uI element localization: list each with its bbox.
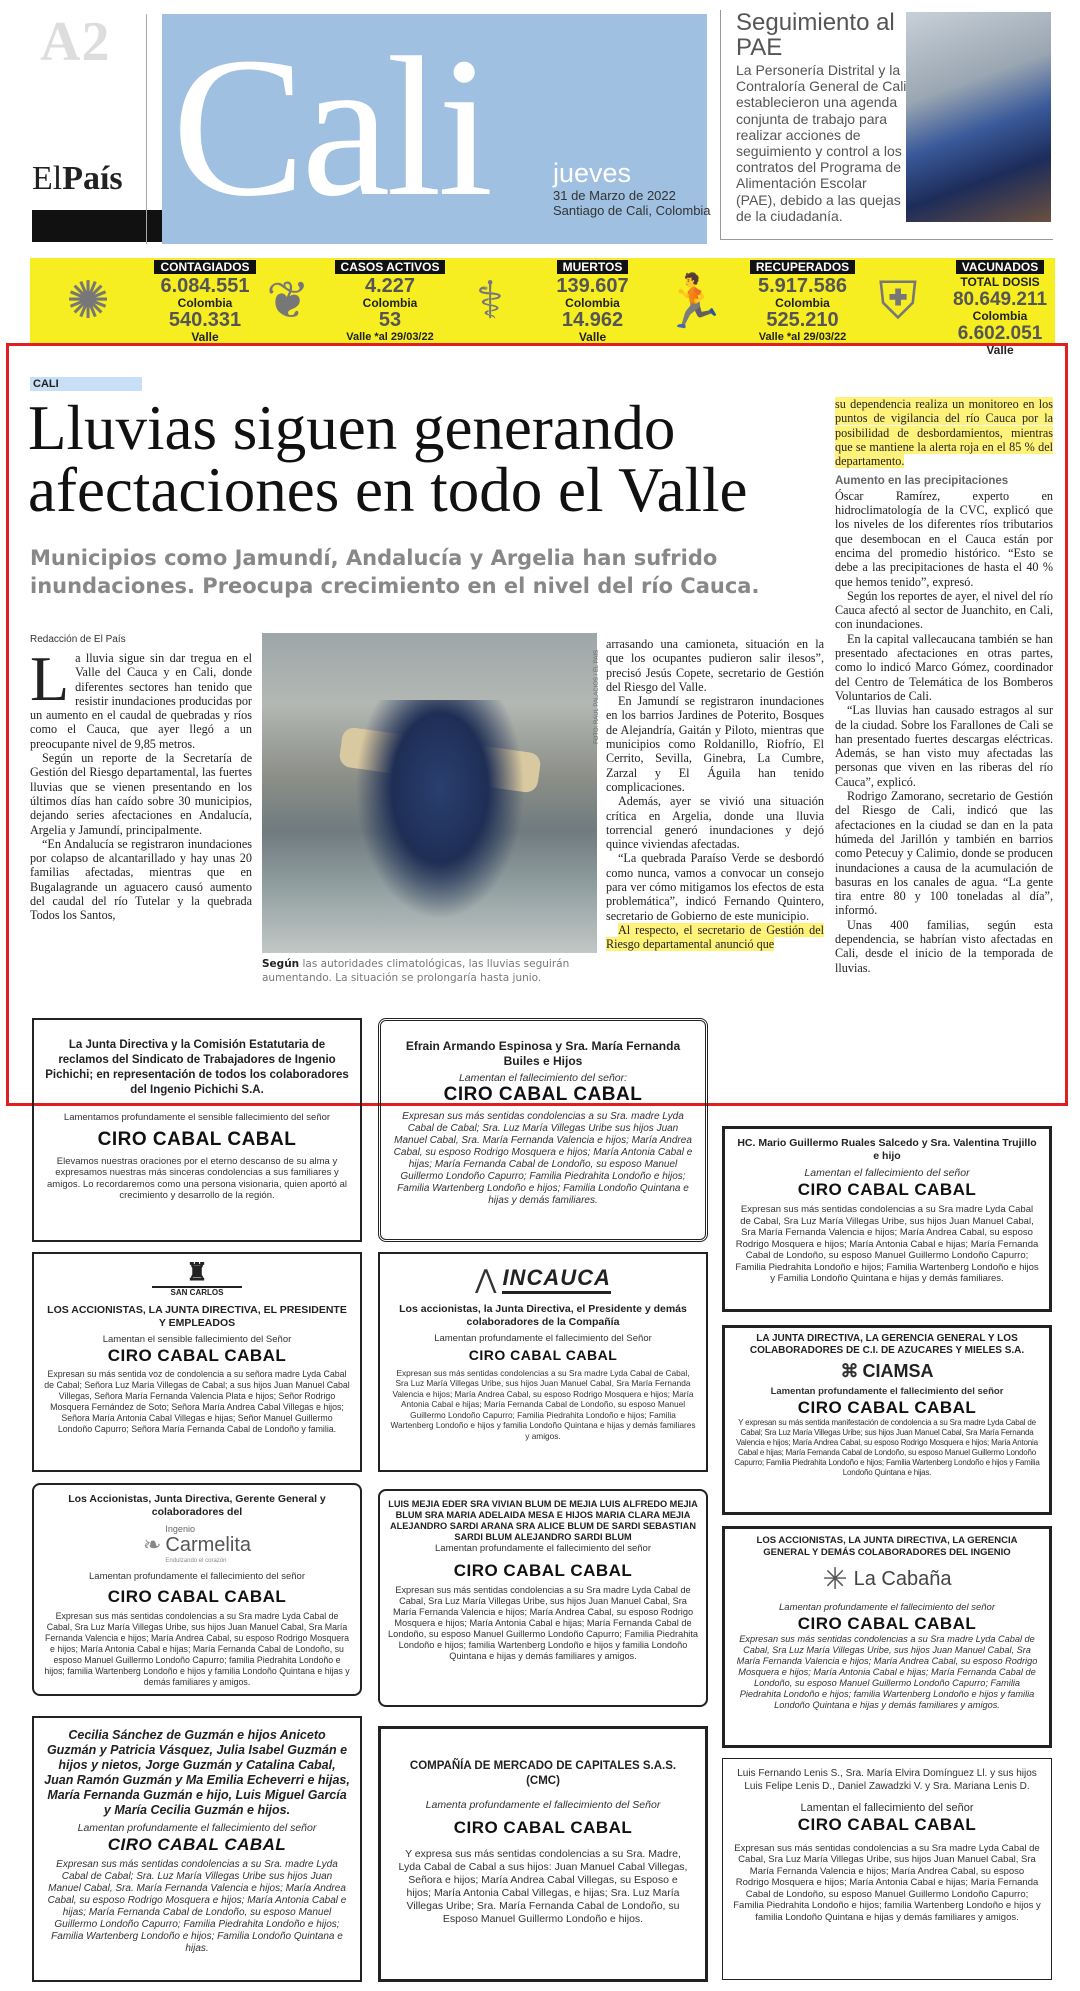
la-cabana-logo [733, 1562, 1041, 1597]
cane-logo-icon: ⋀ [475, 1264, 497, 1294]
article-headline: Lluvias siguen generando afectaciones en todo el Valle [28, 393, 748, 525]
photo-caption [262, 957, 597, 985]
stat-casos-activos [330, 258, 450, 344]
obituary-notice-mejia [378, 1489, 708, 1707]
article-column-4 [835, 397, 1053, 975]
article-byline: Redacción de El País [30, 634, 126, 645]
notice-name: CIRO CABAL CABAL [107, 1835, 287, 1854]
stat-label: RECUPERADOS [750, 260, 855, 274]
stat-valle-label: Valle [191, 330, 219, 344]
notice-heading: LOS ACCIONISTAS, LA JUNTA DIRECTIVA, EL PRESIDENTE Y EMPLEADOS [47, 1304, 347, 1329]
paragraph: “La quebrada Paraíso Verde se desbordó como nunca, vamos a convocar un consejo para ver cómo mitigamos los efectos de esta problemática”, indicó Fernando Quintero, secretario de Gobierno de este municipio. [606, 851, 824, 923]
stat-muertos [530, 258, 655, 344]
notice-lament: Lamentan profundamente el fallecimiento del señor [77, 1822, 317, 1834]
stat-colombia-label: Colombia [177, 296, 233, 310]
stat-colombia-label: Colombia [972, 309, 1028, 323]
notice-body: Expresan su más sentida voz de condolencia a su señora madre Lyda Cabal de Cabal; Señora Luz María Villegas de Cabal; a sus hijos Juan Manuel Cabal Villegas, Señora María Fernanda Valencia Plata e hijos; Señor Rodrigo Mosquera Fernández de Soto; Señora María Andrea Cabal Villegas e hijos; Señora María Antonia Cabal Villegas e hijas; Señor Manuel Guillermo Londoño Capurro; Señora María Fernanda Cabal de Londoño y familia. [44, 1368, 350, 1434]
obituary-notice-guzman [32, 1716, 362, 1982]
brand-el: El [32, 160, 63, 197]
paragraph: Óscar Ramírez, experto en hidroclimatología de la CVC, explicó que los niveles de los diferentes ríos tributarios que desembocan en el Cauca están por encima del promedio histórico. “Esto se debe a las precipitaciones de hasta el 40 % que hemos tenido”, expresó. [835, 488, 1053, 589]
notice-name: CIRO CABAL CABAL [107, 1345, 287, 1365]
stat-colombia: 5.917.586 [758, 275, 847, 297]
stat-colombia-label: Colombia [565, 296, 620, 310]
syringe-shield-icon: ⛨ [878, 270, 918, 331]
notice-body: Expresan sus más sentidas condolencias a su Sra madre Lyda Cabal de Cabal, Sra Luz María Villegas Uribe, sus hijos Juan Manuel Cabal, Sra María Fernanda Valencia e hijos; María Andrea Cabal, su esposo Rodrigo Mosquera e hijos; María Antonia Cabal e hijas; María Fernanda Cabal de Londoño, su esposo Manuel Guillermo Londoño Capurro; familia Piedrahita Londoño e hijos; familia Wartenberg Londoño e hijos y familia Londoño Quintana e hijas y demás familiares y amigos. [44, 1610, 350, 1687]
incauca-logo [390, 1264, 696, 1295]
divider [146, 14, 147, 244]
pae-title: Seguimiento al PAE [736, 9, 895, 61]
caption-text: las autoridades climatológicas, las lluvias seguirán aumentando. La situación se prolongaría hasta junio. [262, 958, 570, 984]
stat-label: MUERTOS [557, 260, 629, 274]
paragraph: arrasando una camioneta, situación en la que los ocupantes pudieron salir ilesos”, precisó Jesús Copete, secretario de Gestión del Riesgo del Valle. [606, 637, 824, 694]
notice-body: Elevamos nuestras oraciones por el eterno descanso de su alma y expresamos nuestras más sinceras condolencias a sus familiares y amigos. Lo recordaremos como una persona visionaria, quien aportó al crecimiento y desarrollo de la región. [47, 1155, 347, 1201]
notice-body: Expresan sus más sentidas condolencias a su Sra madre Lyda Cabal de Cabal, Sra Luz María Villegas Uribe, sus hijos Juan Manuel Cabal, Sra María Fernanda Valencia e hijos; María Andrea Cabal, su esposo Rodrigo Mosquera e hijos; María Antonia Cabal e hijas; María Fernanda Cabal de Londoño, su esposo Manuel Guillermo Londoño Capurro; Familia Piedrahita Londoño e hijos; familia Wartenberg Londoño e hijos y familia Londoño Quintana e hijas y demás familiares y amigos. [736, 1634, 1038, 1710]
pae-text: La Personería Distrital y la Contraloría General de Cali establecieron una agenda conjunta de trabajo para realizar acciones de seguimiento y control a los contratos del Programa de Alimentación Escolar (PAE), debido a las quejas de la ciudadanía. [736, 62, 907, 224]
section-tag: CALI [30, 377, 142, 391]
virus-icon: ✺ [66, 271, 110, 331]
notice-name: CIRO CABAL CABAL [797, 1614, 977, 1633]
photo-credit: FOTO: RAÚL PALACIOS / EL PAÍS [594, 650, 600, 744]
stat-label: VACUNADOS [956, 260, 1044, 274]
notice-lament: Lamentan el fallecimiento del señor [800, 1802, 974, 1814]
notice-body: Expresan sus más sentidas condolencias a su Sra. madre Lyda Cabal de Cabal; Sra. Luz María Villegas Uribe sus hijos Juan Manuel Cabal, Sra. María Fernanda Valencia e hijos; María Andrea Cabal, su esposo Rodrigo Mosquera e hijos; María Antonia Cabal e hijas; María Fernanda Cabal de Londoño, su esposo Manuel Guillermo Londoño Capurro; Familia Piedrahita Londoño e hijos; Familia Wartenberg Londoño e hijos; Familia Londoño Quintana e hijas y demás familiares. [393, 1111, 693, 1206]
notice-name: CIRO CABAL CABAL [797, 1180, 977, 1199]
notice-body: Expresan sus más sentidas condolencias a su Sra madre Lyda Cabal de Cabal, Sra Luz María Villegas Uribe, sus hijos Juan Manuel Cabal, Sra María Fernanda Valencia e hijos; María Andrea Cabal, su esposo Rodrigo Mosquera e hijos; María Antonia Cabal e hijas; María Fernanda Cabal de Londoño, su esposo Manuel Guillermo Londoño Capurro; Familia Piedrahita Londoño e hijos; Familia Wartenberg Londoño e hijos y Familia Londoño Quintana e hijas y demás familiares. [735, 1204, 1039, 1284]
notice-body: Expresan sus más sentidas condolencias a su Sra. madre Lyda Cabal de Cabal; Sra. Luz María Villegas Uribe sus hijos Juan Manuel Cabal, Sra. María Fernanda Valencia e hijos; María Andrea Cabal, su esposo Rodrigo Mosquera e hijos; María Antonia Cabal e hijas; María Fernanda Cabal de Londoño, su esposo Manuel Guillermo Londoño Capurro; Familia Piedrahita Londoño e hijos; Familia Wartenberg Londoño e hijos; Familia Londoño Quintana e hijas. [47, 1859, 347, 1954]
cane-logo-icon: ✳ [822, 1563, 848, 1596]
notice-body: Expresan sus más sentidas condolencias a su Sra madre Lyda Cabal de Cabal, Sra Luz María Villegas Uribe, sus hijos Juan Manuel Cabal, Sra María Fernanda Valencia e hijos; María Andrea Cabal, su esposo Rodrigo Mosquera e hijos; María Antonia Cabal e hijas; María Fernanda Cabal de Londoño, su esposo Manuel Guillermo Londoño Capurro; Familia Piedrahita Londoño e hijos; familia Wartenberg Londoño e hijos y familia Londoño Quintana e hijas y demás familiares y amigos. [733, 1842, 1041, 1923]
leaf-logo-icon: ❧ [142, 1532, 162, 1557]
notice-lament: Lamentan el fallecimiento del señor: [458, 1072, 628, 1084]
stat-colombia: 6.084.551 [160, 275, 250, 297]
date-line: 31 de Marzo de 2022 [553, 188, 676, 203]
newspaper-logo [32, 160, 123, 198]
page-number: A2 [40, 11, 111, 73]
notice-lament: Lamentan profundamente el fallecimiento del señor [779, 1602, 995, 1613]
obituary-notice-incauca [378, 1252, 708, 1472]
notice-lament: Lamentan el sensible fallecimiento del Señor [102, 1334, 292, 1345]
lungs-icon: ❦ [266, 271, 310, 331]
obituary-notice-ruales [722, 1126, 1052, 1312]
stretcher-icon: ⚕ [475, 271, 505, 331]
article-subsection-title: Aumento en las precipitaciones [835, 475, 1009, 488]
brand-pais: País [62, 160, 123, 197]
stat-colombia: 139.607 [556, 275, 629, 297]
paragraph: a lluvia sigue sin dar tregua en el Valle del Cauca y en Cali, donde diferentes sectores han tenido que resistir inundaciones producidas por un aumento en el caudal de quebradas y ríos como el Cauca, que ayer llegó a un preocupante nivel de 9,85 metros. [30, 651, 252, 751]
article-column-1 [30, 643, 252, 923]
logo-tagline: Endulzando el corazón [165, 1558, 227, 1564]
paragraph: En Jamundí se registraron inundaciones en los barrios Jardines de Poterito, Bosques de Alejandría, Gaitán y Piloto, mientras que municipios como Roldanillo, Riofrío, El Cerrito, Sevilla, Ginebra, La Cumbre, Zarzal y El Águila han tenido complicaciones. [606, 694, 824, 794]
paragraph: Rodrigo Zamorano, secretario de Gestión del Riesgo de Cali, indicó que las afectaciones en la ciudad se dan en la pata húmeda del Jarillón y también en barrios como Petecuy y Calimio, donde se producen inundaciones a causa de la acumulación de basuras en los canales de agua. “La gente tira entre 80 y 100 toneladas al día”, informó. [835, 789, 1053, 918]
article-column-3 [606, 637, 824, 952]
pae-photo [906, 12, 1051, 222]
obituary-notice-san-carlos [32, 1252, 362, 1472]
notice-heading: Los Accionistas, Junta Directiva, Gerente General y colaboradores del [68, 1493, 326, 1518]
paragraph: Según un reporte de la Secretaría de Gestión del Riesgo departamental, las fuertes lluvias que se vienen presentando en los últimos días han caído sobre 30 municipios, dejando series afectaciones en Andalucía, Argelia y Jamundí, principalmente. [30, 751, 252, 837]
logo-prefix: Ingenio [165, 1524, 195, 1534]
notice-heading: LUIS MEJIA EDER SRA VIVIAN BLUM DE MEJIA LUIS ALFREDO MEJIA BLUM SRA MARIA ADELAIDA MESA E HIJOS MARIA CLARA MEJIA ALEJANDRO SARDI ARANA SRA ALICE BLUM DE SARDI SEBASTIAN SARDI BLUM ALEJANDRO SARDI BLUM [388, 1499, 698, 1542]
issue-day: jueves [553, 158, 632, 188]
obituary-notice-cmc [378, 1726, 708, 1982]
notice-lament: Lamentan profundamente el fallecimiento del Señor [434, 1333, 652, 1344]
notice-heading: LA JUNTA DIRECTIVA, LA GERENCIA GENERAL Y LOS COLABORADORES DE C.I. DE AZUCARES Y MIELES S.A. [749, 1333, 1025, 1356]
company-logo-text: CIAMSA [862, 1361, 934, 1381]
notice-name: CIRO CABAL CABAL [468, 1346, 618, 1363]
stat-label: CONTAGIADOS [154, 260, 255, 274]
notice-name: CIRO CABAL CABAL [107, 1586, 287, 1606]
running-person-icon: 🏃 [661, 271, 727, 332]
obituary-notice-espinosa [378, 1018, 708, 1242]
stat-colombia-label: Colombia [362, 296, 418, 310]
notice-lament: Lamentan profundamente el fallecimiento del señor [770, 1386, 1004, 1397]
paragraph: Además, ayer se vivió una situación crítica en Argelia, donde una lluvia torrencial generó inundaciones y dejó quince viviendas afectadas. [606, 794, 824, 852]
notice-body: Y expresan su más sentida manifestación de condolencia a su Sra madre Lyda Cabal de Cabal; Sra Luz María Villegas Uribe; sus hijos Juan Manuel Cabal, Sra María Fernanda Valencia e hijos; María Andrea Cabal, su esposo Rodrigo Mosquera e hijos; María Antonia Cabal e hijas; María Fernanda Cabal de Londoño, su esposo Manuel Guillermo Londoño Capurro; Familia Piedrahita Londoño e hijos; Familia Wartenberg Londoño e hijos y Familia Londoño Quintana e hijas. [734, 1417, 1040, 1477]
stat-valle: 525.210 [766, 309, 839, 331]
notice-name: CIRO CABAL CABAL [443, 1084, 643, 1105]
stat-label: CASOS ACTIVOS [335, 260, 446, 274]
notice-name: CIRO CABAL CABAL [453, 1560, 633, 1580]
paragraph: “En Andalucía se registraron inundaciones por colapso de alcantarillado y hay unas 20 familias afectadas, mientras que en Bugalagrande un aguacero causó aumento del caudal del río Tutelar y la quebrada Todos los Santos, [30, 836, 252, 923]
stat-colombia: 80.649.211 [952, 289, 1048, 310]
stat-vacunados [945, 258, 1055, 357]
notice-body: Y expresa sus más sentidas condolencias a su Sra. Madre, Lyda Cabal de Cabal a sus hijos: Juan Manuel Cabal Villegas, Señora e hijos; María Andrea Cabal Villegas, su Esposo e hijos; María Antonia Cabal Villegas, e hijas; Sra. Luz María Villegas Uribe; Sra. María Fernanda Cabal de Londoño, su Esposo Manuel Guillermo Londoño e hijos. [398, 1848, 688, 1925]
castle-logo-icon: ♜ [186, 1259, 208, 1286]
stat-colombia: 4.227 [364, 275, 416, 297]
stat-valle: 540.331 [168, 309, 242, 331]
obituary-notice-ciamsa [722, 1325, 1052, 1515]
notice-heading: Luis Fernando Lenis S., Sra. María Elvira Domínguez Ll. y sus hijos Luis Felipe Lenis D., Daniel Zawadzki V. y Sra. Mariana Lenis D. [737, 1768, 1037, 1792]
paragraph: Unas 400 familias, según esta dependencia, se habrían visto afectadas en Cali, desde el inicio de la temporada de lluvias. [835, 917, 1053, 975]
highlighted-text: Al respecto, el secretario de Gestión del Riesgo departamental anunció que [606, 922, 824, 952]
notice-lament: Lamenta profundamente el fallecimiento del Señor [425, 1799, 661, 1811]
ciamsa-logo [733, 1361, 1041, 1382]
caption-lead: Según [262, 958, 300, 970]
stat-valle-label: Valle *al 29/03/22 [758, 331, 847, 343]
notice-heading: La Junta Directiva y la Comisión Estatutaria de reclamos del Sindicato de Trabajadores de Ingenio Pichichi; en representación de todos los colaboradores del Ingenio Pichichi S.A. [45, 1039, 349, 1096]
company-logo-text: INCAUCA [502, 1265, 610, 1294]
stat-colombia-label: Colombia [775, 296, 830, 310]
notice-name: CIRO CABAL CABAL [797, 1397, 977, 1417]
notice-body: Expresan sus más sentidas condolencias a su Sra madre Lyda Cabal de Cabal, Sra Luz María Villegas Uribe, sus hijos Juan Manuel Cabal, Sra María Fernanda Valencia e hijos; María Andrea Cabal, su esposo Rodrigo Mosquera e hijos; María Antonia Cabal e hijas; María Fernanda Cabal de Londoño, su esposo Manuel Guillermo Londoño Capurro; Familia Piedrahita Londoño e hijos; familia Wartenberg Londoño e hijos y familia Londoño Quintana e hijas y demás familiares y amigos. [388, 1584, 699, 1661]
notice-heading: Cecilia Sánchez de Guzmán e hijos Aniceto Guzmán y Patricia Vásquez, Julia Isabel Guzmán e hijos y nietos, Jorge Guzmán y Catalina Cabal, Juan Ramón Guzmán y Ma Emilia Echeverri e hijas, María Fernanda Guzmán e hijo, Luis Miguel García y María Cecilia Guzmán e hijos. [44, 1728, 350, 1817]
section-title: Cali [172, 17, 490, 238]
company-logo-text: SAN CARLOS [152, 1286, 242, 1298]
notice-heading: Efrain Armando Espinosa y Sra. María Fernanda Builes e Hijos [405, 1039, 681, 1068]
notice-lament: Lamentamos profundamente el sensible fallecimiento del señor [63, 1112, 331, 1123]
stat-valle-label: Valle *al 29/03/22 [346, 331, 434, 343]
notice-lament: Lamentan el fallecimiento del señor [804, 1167, 970, 1179]
notice-lament: Lamentan profundamente el fallecimiento del señor [89, 1571, 305, 1582]
stat-valle-label: Valle [986, 343, 1014, 357]
company-logo-text: La Cabaña [853, 1568, 952, 1590]
paragraph: En la capital vallecaucana también se han presentado afectaciones en otras partes, como lo indicó Marco Gómez, coordinador del Centro de Telemática de los Bomberos Voluntarios de Cali. [835, 631, 1053, 703]
location-line: Santiago de Cali, Colombia [553, 203, 711, 218]
notice-heading: Los accionistas, la Junta Directiva, el Presidente y demás colaboradores de la Compañía [399, 1303, 687, 1328]
notice-lament: Lamentan profundamente el fallecimiento del señor [435, 1543, 651, 1554]
paragraph: Según los reportes de ayer, el nivel del río Cauca afectó al sector de Juanchito, en Cali, con inundaciones. [835, 588, 1053, 632]
notice-heading: LOS ACCIONISTAS, LA JUNTA DIRECTIVA, LA GERENCIA GENERAL Y DEMÁS COLABORADORES DEL INGENIO [756, 1535, 1018, 1558]
highlighted-text: su dependencia realiza un monitoreo en los puntos de vigilancia del río Cauca por la posibilidad de desbordamientos, mientras que se mantiene la alerta roja en el 85 % del departamento. [835, 397, 1053, 469]
stat-valle: 6.602.051 [957, 323, 1043, 344]
obituary-notice-lenis [722, 1758, 1052, 1980]
stat-total-label: TOTAL DOSIS [960, 275, 1040, 289]
notice-name: CIRO CABAL CABAL [453, 1818, 633, 1837]
notice-body: Expresan sus más sentidas condolencias a su Sra madre Lyda Cabal de Cabal, Sra Luz María Villegas Uribe, sus hijos Juan Manuel Cabal, Sra María Fernanda Valencia e hijos; María Andrea Cabal, su esposo Rodrigo Mosquera e hijos; María Antonia Cabal e hijas; María Fernanda Cabal de Londoño, su esposo Manuel Guillermo Londoño Capurro; Familia Piedrahita Londoño e hijos; Familia Wartenberg Londoño e hijos y familia Londoño Quintana e hijas y demás familiares y amigos. [390, 1367, 696, 1441]
issue-date [553, 188, 711, 218]
notice-name: CIRO CABAL CABAL [97, 1128, 297, 1150]
company-logo-text: Carmelita [165, 1534, 251, 1556]
article-subhead: Municipios como Jamundí, Andalucía y Argelia han sufrido inundaciones. Preocupa crecimiento en el nivel del río Cauca. [30, 546, 760, 598]
carmelita-logo [44, 1523, 350, 1567]
notice-heading: HC. Mario Guillermo Ruales Salcedo y Sra. Valentina Trujillo e hijo [737, 1137, 1037, 1162]
obituary-notice-la-cabana [722, 1526, 1052, 1748]
notice-name: CIRO CABAL CABAL [797, 1814, 977, 1834]
obituary-notice-carmelita [32, 1483, 362, 1696]
stat-valle: 53 [378, 309, 402, 331]
obituary-notice-pichichi [32, 1018, 362, 1242]
stat-valle-label: Valle [578, 330, 607, 344]
photo-motorcyclist [355, 700, 525, 920]
stat-recuperados [740, 258, 865, 344]
dropcap: L [30, 643, 70, 714]
paragraph: “Las lluvias han causado estragos al sur de la ciudad. Sobre los Farallones de Cali se han presentado fuertes descargas eléctricas. Además, se han visto muy afectadas las personas que viven en las riberas del río Cauca”, explicó. [835, 703, 1053, 789]
ciamsa-logo-icon: ⌘ [840, 1361, 859, 1381]
notice-heading: COMPAÑÍA DE MERCADO DE CAPITALES S.A.S. (CMC) [409, 1760, 677, 1787]
stat-valle: 14.962 [561, 309, 624, 331]
